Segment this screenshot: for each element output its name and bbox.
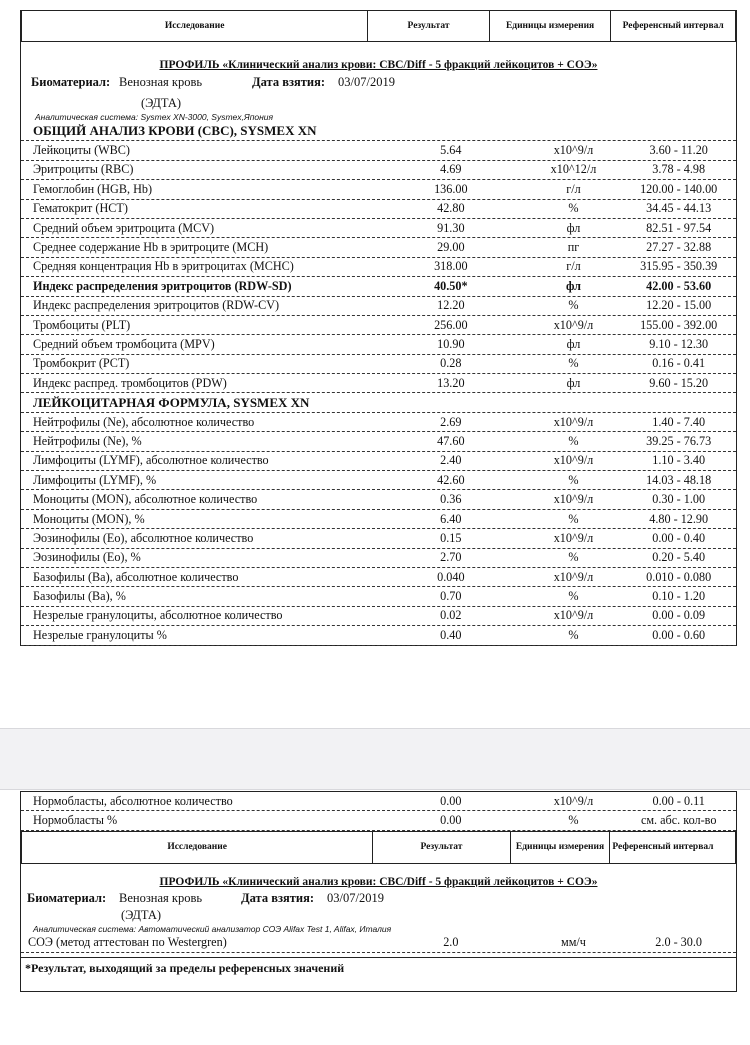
- table-row: [21, 238, 736, 257]
- cell-result: 0.02: [440, 608, 462, 623]
- cell-reference: 315.95 - 350.39: [640, 259, 718, 274]
- table-row: [21, 471, 736, 490]
- cell-result: 13.20: [437, 375, 465, 390]
- cell-unit: x10^12/л: [550, 162, 597, 177]
- cell-unit: %: [568, 298, 579, 313]
- analytic-system: Аналитическая система: Sysmex XN-3000, Sysmex,Япония: [35, 112, 274, 122]
- cell-result: 40.50*: [434, 278, 468, 293]
- cell-reference: 0.00 - 0.09: [652, 608, 706, 623]
- cell-name: Нормобласты, абсолютное количество: [33, 793, 233, 808]
- esr-name: СОЭ (метод аттестован по Westergren): [28, 935, 227, 950]
- cell-name: Базофилы (Ba), абсолютное количество: [33, 569, 239, 584]
- esr-result: 2.0: [443, 935, 459, 950]
- cell-result: 2.69: [440, 414, 462, 429]
- header-test: Исследование: [22, 11, 368, 42]
- page2-rows: [21, 792, 736, 831]
- cell-name: Индекс распред. тромбоцитов (PDW): [33, 375, 227, 390]
- cell-name: Тромбоциты (PLT): [33, 317, 131, 332]
- cell-name: Эритроциты (RBC): [33, 162, 134, 177]
- cell-reference: 0.00 - 0.60: [652, 627, 706, 642]
- cell-unit: x10^9/л: [553, 317, 594, 332]
- cell-reference: 0.20 - 5.40: [652, 550, 706, 565]
- cell-result: 0.40: [440, 627, 462, 642]
- table-row: [21, 374, 736, 393]
- table-row: [21, 792, 736, 811]
- cell-name: Нормобласты %: [33, 813, 118, 828]
- cell-reference: 3.78 - 4.98: [652, 162, 706, 177]
- cell-result: 0.15: [440, 530, 462, 545]
- cell-reference: 120.00 - 140.00: [640, 181, 718, 196]
- table-row: [21, 587, 736, 606]
- cell-unit: x10^9/л: [553, 530, 594, 545]
- table-row: [21, 219, 736, 238]
- cell-result: 91.30: [437, 220, 465, 235]
- table-row: [21, 200, 736, 219]
- cell-unit: г/л: [566, 259, 581, 274]
- header2-reference: Референсный интервал: [610, 831, 736, 863]
- cell-unit: %: [568, 472, 579, 487]
- cell-name: Средний объем эритроцита (MCV): [33, 220, 215, 235]
- cell-result: 5.64: [440, 143, 462, 158]
- cell-result: 29.00: [437, 240, 465, 255]
- cell-name: Гематокрит (HCT): [33, 201, 128, 216]
- cell-result: 6.40: [440, 511, 462, 526]
- cell-unit: %: [568, 813, 579, 828]
- cell-name: Моноциты (MON), %: [33, 511, 145, 526]
- table-row: [21, 161, 736, 180]
- cell-unit: %: [568, 201, 579, 216]
- cell-unit: фл: [565, 278, 581, 293]
- cell-result: 0.28: [440, 356, 462, 371]
- cell-unit: %: [568, 589, 579, 604]
- cell-result: 2.40: [440, 453, 462, 468]
- cell-unit: %: [568, 627, 579, 642]
- header-result: Результат: [368, 11, 490, 42]
- table-row: [21, 529, 736, 548]
- cell-result: 4.69: [440, 162, 462, 177]
- esr-biomaterial-value2: (ЭДТА): [121, 907, 162, 922]
- cell-unit: %: [568, 511, 579, 526]
- cell-reference: 12.20 - 15.00: [646, 298, 712, 313]
- esr-ref: 2.0 - 30.0: [655, 935, 703, 950]
- cell-unit: x10^9/л: [553, 569, 594, 584]
- cell-reference: см. абс. кол-во: [640, 813, 717, 828]
- cell-name: Незрелые гранулоциты %: [33, 627, 167, 642]
- esr-biomaterial-line: [21, 891, 736, 906]
- table-row: [21, 258, 736, 277]
- cell-unit: x10^9/л: [553, 492, 594, 507]
- cell-reference: 34.45 - 44.13: [646, 201, 712, 216]
- esr-analytic-system: Аналитическая система: Автоматический анализатор СОЭ Alifax Test 1, Alifax, Италия: [33, 923, 392, 934]
- cell-unit: г/л: [566, 181, 581, 196]
- cell-result: 47.60: [437, 433, 465, 448]
- header2-result: Результат: [373, 831, 510, 863]
- header-reference: Референсный интервал: [611, 11, 736, 42]
- table-row: [21, 626, 736, 645]
- cell-reference: 14.03 - 48.18: [646, 472, 712, 487]
- esr-profile-title: ПРОФИЛЬ «Клинический анализ крови: CBC/Diff - 5 фракций лейкоцитов + СОЭ»: [159, 875, 598, 888]
- cell-name: Эозинофилы (Eo), абсолютное количество: [33, 530, 254, 545]
- footnote: *Результат, выходящий за пределы референсных значений: [25, 961, 345, 976]
- cell-unit: пг: [567, 240, 580, 255]
- cell-reference: 155.00 - 392.00: [640, 317, 718, 332]
- cell-result: 256.00: [434, 317, 468, 332]
- page-gap: [0, 728, 750, 790]
- cell-name: Нейтрофилы (Ne), %: [33, 433, 142, 448]
- table-row: [21, 452, 736, 471]
- cell-reference: 0.00 - 0.11: [652, 793, 705, 808]
- cell-result: 0.36: [440, 492, 462, 507]
- date-value: 03/07/2019: [338, 75, 395, 89]
- biomaterial-line: [21, 75, 736, 90]
- table-row: [21, 490, 736, 509]
- section-diff-title: ЛЕЙКОЦИТАРНАЯ ФОРМУЛА, SYSMEX XN: [21, 393, 736, 412]
- cell-name: Тромбокрит (PCT): [33, 356, 130, 371]
- cell-name: Нейтрофилы (Ne), абсолютное количество: [33, 414, 255, 429]
- profile-title: ПРОФИЛЬ «Клинический анализ крови: CBC/Diff - 5 фракций лейкоцитов + СОЭ»: [159, 59, 598, 71]
- biomaterial-value2: (ЭДТА): [141, 96, 182, 110]
- cell-result: 136.00: [434, 181, 468, 196]
- cell-reference: 0.00 - 0.40: [652, 530, 706, 545]
- cell-reference: 0.30 - 1.00: [652, 492, 706, 507]
- table-row: [21, 413, 736, 432]
- cell-unit: %: [568, 550, 579, 565]
- diff-rows: [21, 413, 736, 646]
- cell-unit: %: [568, 356, 579, 371]
- table-header-2: [21, 831, 736, 864]
- cell-unit: x10^9/л: [553, 414, 594, 429]
- cell-name: Лимфоциты (LYMF), абсолютное количество: [33, 453, 269, 468]
- section-cbc-title: ОБЩИЙ АНАЛИЗ КРОВИ (CBC), SYSMEX XN: [21, 122, 736, 141]
- biomaterial-value: Венозная кровь: [119, 75, 203, 89]
- table-row: [21, 510, 736, 529]
- cell-name: Эозинофилы (Eo), %: [33, 550, 141, 565]
- table-row: [21, 355, 736, 374]
- table-row: [21, 316, 736, 335]
- cell-name: Средний объем тромбоцита (MPV): [33, 336, 215, 351]
- cell-unit: фл: [566, 220, 581, 235]
- table-header: [21, 10, 736, 42]
- cell-unit: %: [568, 433, 579, 448]
- cell-unit: фл: [566, 375, 581, 390]
- cell-result: 0.00: [440, 793, 462, 808]
- esr-biomaterial-label: Биоматериал:: [27, 890, 107, 905]
- cell-result: 10.90: [437, 336, 465, 351]
- cell-result: 12.20: [437, 298, 465, 313]
- cell-name: Среднее содержание Hb в эритроците (MCH): [33, 240, 269, 255]
- cell-name: Незрелые гранулоциты, абсолютное количество: [33, 608, 283, 623]
- cell-name: Лейкоциты (WBC): [33, 143, 130, 158]
- cbc-rows: [21, 141, 736, 393]
- cell-result: 318.00: [434, 259, 468, 274]
- table-row: [21, 141, 736, 160]
- cell-name: Базофилы (Ba), %: [33, 589, 126, 604]
- cell-name: Индекс распределения эритроцитов (RDW-CV): [33, 298, 280, 313]
- cell-reference: 0.10 - 1.20: [652, 589, 706, 604]
- page-2-frame: [20, 791, 737, 992]
- cell-reference: 27.27 - 32.88: [646, 240, 712, 255]
- cell-name: Индекс распределения эритроцитов (RDW-SD): [33, 278, 292, 293]
- cell-name: Гемоглобин (HGB, Hb): [33, 181, 153, 196]
- cell-name: Моноциты (MON), абсолютное количество: [33, 492, 258, 507]
- table-row: [21, 277, 736, 296]
- esr-date-value: 03/07/2019: [327, 890, 384, 905]
- cell-result: 42.60: [437, 472, 465, 487]
- cell-reference: 0.16 - 0.41: [652, 356, 706, 371]
- cell-result: 42.80: [437, 201, 465, 216]
- date-label: Дата взятия:: [252, 75, 325, 89]
- cell-reference: 82.51 - 97.54: [646, 220, 712, 235]
- cell-reference: 0.010 - 0.080: [646, 569, 712, 584]
- cell-reference: 9.10 - 12.30: [649, 336, 709, 351]
- cell-name: Средняя концентрация Hb в эритроцитах (MCHC): [33, 259, 294, 274]
- page-1-frame: [20, 10, 737, 646]
- cell-name: Лимфоциты (LYMF), %: [33, 472, 157, 487]
- cell-result: 0.70: [440, 589, 462, 604]
- table-row: [21, 549, 736, 568]
- table-row: [21, 607, 736, 626]
- table-row: [21, 297, 736, 316]
- cell-reference: 9.60 - 15.20: [649, 375, 709, 390]
- table-row: [21, 568, 736, 587]
- esr-biomaterial-value: Венозная кровь: [119, 890, 203, 905]
- cell-result: 0.040: [437, 569, 465, 584]
- cell-unit: x10^9/л: [553, 793, 594, 808]
- header2-test: Исследование: [22, 831, 373, 863]
- esr-unit: мм/ч: [560, 935, 586, 950]
- cell-result: 2.70: [440, 550, 462, 565]
- cell-unit: x10^9/л: [553, 453, 594, 468]
- cell-reference: 1.10 - 3.40: [652, 453, 706, 468]
- cell-reference: 3.60 - 11.20: [649, 143, 708, 158]
- cell-reference: 39.25 - 76.73: [646, 433, 712, 448]
- cell-reference: 4.80 - 12.90: [649, 511, 709, 526]
- cell-unit: x10^9/л: [553, 143, 594, 158]
- table-row: [21, 811, 736, 830]
- table-row: [21, 432, 736, 451]
- cell-reference: 42.00 - 53.60: [646, 278, 712, 293]
- header-units: Единицы измерения: [489, 11, 611, 42]
- header2-units: Единицы измерения: [510, 831, 610, 863]
- cell-result: 0.00: [440, 813, 462, 828]
- esr-divider: [21, 957, 736, 958]
- esr-row: [21, 934, 736, 953]
- table-row: [21, 180, 736, 199]
- cell-unit: фл: [566, 336, 581, 351]
- cell-unit: x10^9/л: [553, 608, 594, 623]
- cell-reference: 1.40 - 7.40: [652, 414, 706, 429]
- esr-date-label: Дата взятия:: [241, 890, 314, 905]
- table-row: [21, 335, 736, 354]
- biomaterial-label: Биоматериал:: [31, 75, 111, 89]
